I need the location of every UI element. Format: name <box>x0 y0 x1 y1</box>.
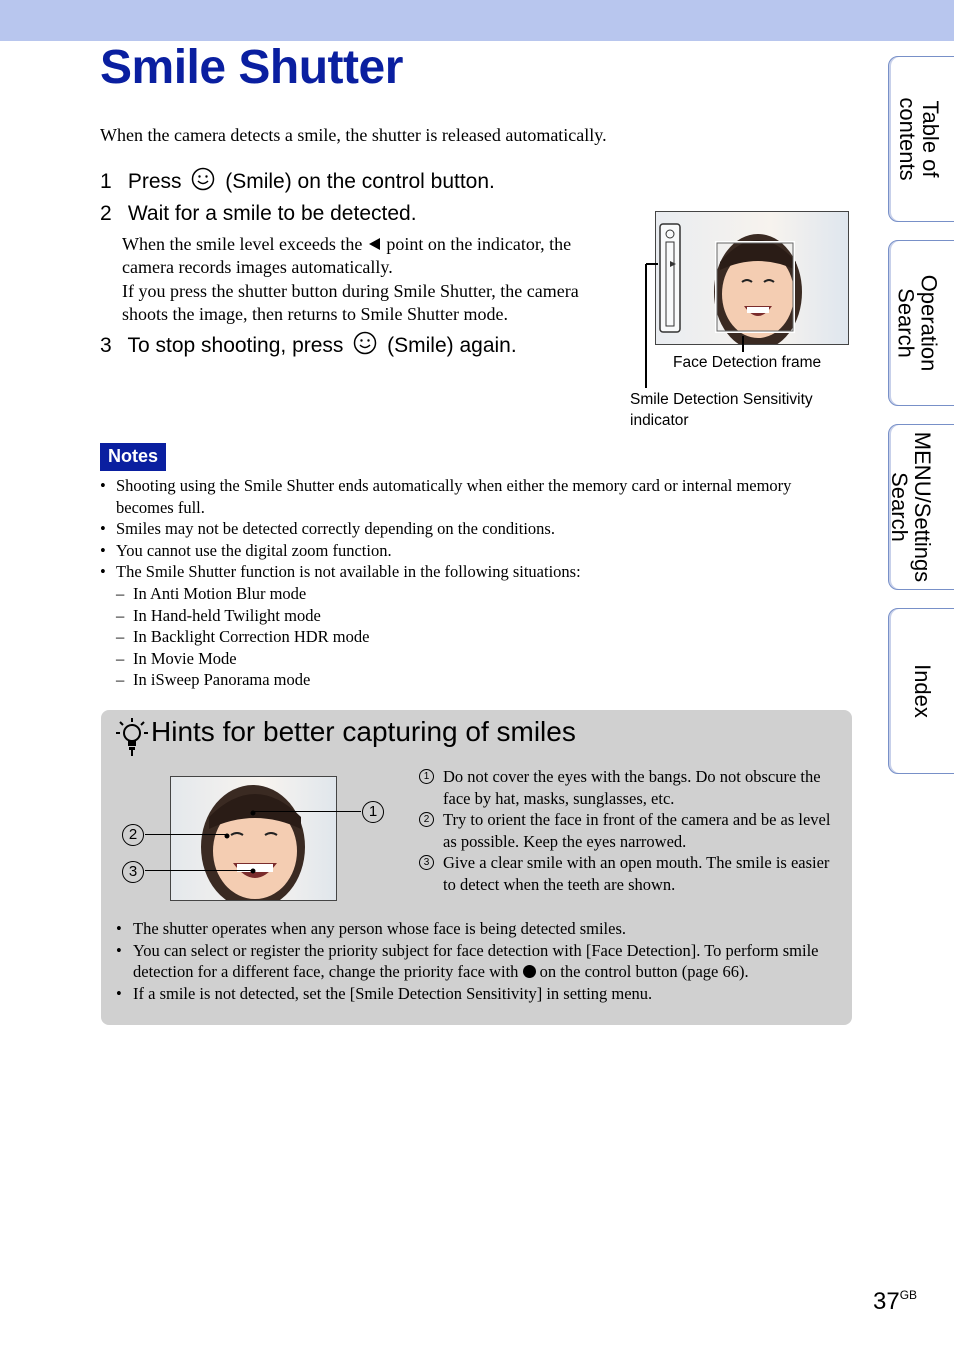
hint-bullet <box>116 940 841 983</box>
page-number-suffix: GB <box>899 1288 918 1302</box>
tab-index[interactable] <box>888 608 954 774</box>
page-number-value: 37 <box>873 1288 900 1315</box>
hint-item-1 <box>419 766 839 809</box>
smile-icon <box>191 167 215 191</box>
note-subitem: – In iSweep Panorama mode <box>100 669 845 691</box>
step-2-description <box>122 233 622 326</box>
top-color-bar <box>0 0 954 41</box>
note-item: • Shooting using the Smile Shutter ends automatically when either the memory card or internal memory becomes full. <box>100 475 845 518</box>
tab-label: Table of contents <box>895 97 944 181</box>
note-item: • The Smile Shutter function is not available in the following situations: <box>100 561 845 583</box>
step-2 <box>100 202 417 226</box>
step-number: 1 <box>100 170 112 193</box>
hint-number: 3 <box>419 855 434 870</box>
callout-1: 1 <box>362 801 384 823</box>
step-2-text-a: When the smile level exceeds the <box>122 234 363 254</box>
step-3 <box>100 331 517 358</box>
face-detection-frame-caption: Face Detection frame <box>673 354 822 371</box>
note-subitem: – In Movie Mode <box>100 648 845 670</box>
callout-1-leader <box>253 811 361 812</box>
hint-bullets <box>116 918 841 1004</box>
child-face-illustration <box>171 777 336 900</box>
tab-label: Index <box>910 664 936 718</box>
step-text-after: (Smile) again. <box>387 334 517 357</box>
hint-number: 1 <box>419 769 434 784</box>
hint-bullet-text-b: on the control button (page 66). <box>539 962 749 981</box>
hint-text: Give a clear smile with an open mouth. The smile is easier to detect when the teeth are shown. <box>443 853 830 894</box>
hint-items <box>419 766 839 895</box>
step-number: 3 <box>100 334 112 357</box>
step-text-before: To stop shooting, press <box>127 334 344 357</box>
sensitivity-indicator-caption: Smile Detection Sensitivity indicator <box>630 391 813 429</box>
hints-box <box>101 710 852 1025</box>
step-text-after: (Smile) on the control button. <box>225 170 495 193</box>
smiling-child-image <box>170 776 337 901</box>
step-text: Wait for a smile to be detected. <box>127 202 417 225</box>
note-subitem: – In Anti Motion Blur mode <box>100 583 845 605</box>
step-number: 2 <box>100 202 112 225</box>
tab-label: Operation Search <box>893 274 942 372</box>
notes-badge: Notes <box>100 443 166 471</box>
hint-bullet: • The shutter operates when any person whose face is being detected smiles. <box>116 918 841 940</box>
step-2-paragraph-2: If you press the shutter button during Smile Shutter, the camera shoots the image, then returns to Smile Shutter mode. <box>122 280 579 324</box>
step-2-paragraph-1 <box>122 233 622 280</box>
notes-list <box>100 475 845 691</box>
intro-text: When the camera detects a smile, the shutter is released automatically. <box>100 125 607 145</box>
page-title: Smile Shutter <box>100 41 403 94</box>
note-item: • Smiles may not be detected correctly depending on the conditions. <box>100 518 845 540</box>
tab-menu-settings-search[interactable] <box>888 424 954 590</box>
control-button-center-icon <box>523 965 536 978</box>
callout-2: 2 <box>122 824 144 846</box>
hint-item-2 <box>419 809 839 852</box>
hint-text: Try to orient the face in front of the camera and be as level as possible. Keep the eyes narrowed. <box>443 810 831 851</box>
tab-label: MENU/Settings Search <box>886 431 935 583</box>
step-2-text-b: point on the indicator, the camera records images automatically. <box>122 234 572 278</box>
tab-operation-search[interactable] <box>888 240 954 406</box>
note-subitem: – In Hand-held Twilight mode <box>100 605 845 627</box>
hint-text: Do not cover the eyes with the bangs. Do not obscure the face by hat, masks, sunglasses, etc. <box>443 767 821 808</box>
lightbulb-icon <box>115 716 149 756</box>
callout-3-leader <box>145 870 253 871</box>
hint-bullet-text-a: You can select or register the priority subject for face detection with [Face Detection]. To perform smile detection for a different face, change the priority face with <box>133 940 819 981</box>
step-1 <box>100 167 495 194</box>
page-number <box>873 1288 917 1316</box>
smile-icon <box>353 331 377 355</box>
hint-number: 2 <box>419 812 434 827</box>
tab-table-of-contents[interactable] <box>888 56 954 222</box>
hint-bullet: • If a smile is not detected, set the [Smile Detection Sensitivity] in setting menu. <box>116 983 841 1005</box>
hint-item-3 <box>419 852 839 895</box>
step-text-before: Press <box>127 170 182 193</box>
left-triangle-icon <box>369 238 380 250</box>
hints-title: Hints for better capturing of smiles <box>151 716 576 747</box>
callout-2-leader <box>145 834 227 835</box>
note-item: • You cannot use the digital zoom function. <box>100 540 845 562</box>
note-subitem: – In Backlight Correction HDR mode <box>100 626 845 648</box>
callout-3: 3 <box>122 861 144 883</box>
